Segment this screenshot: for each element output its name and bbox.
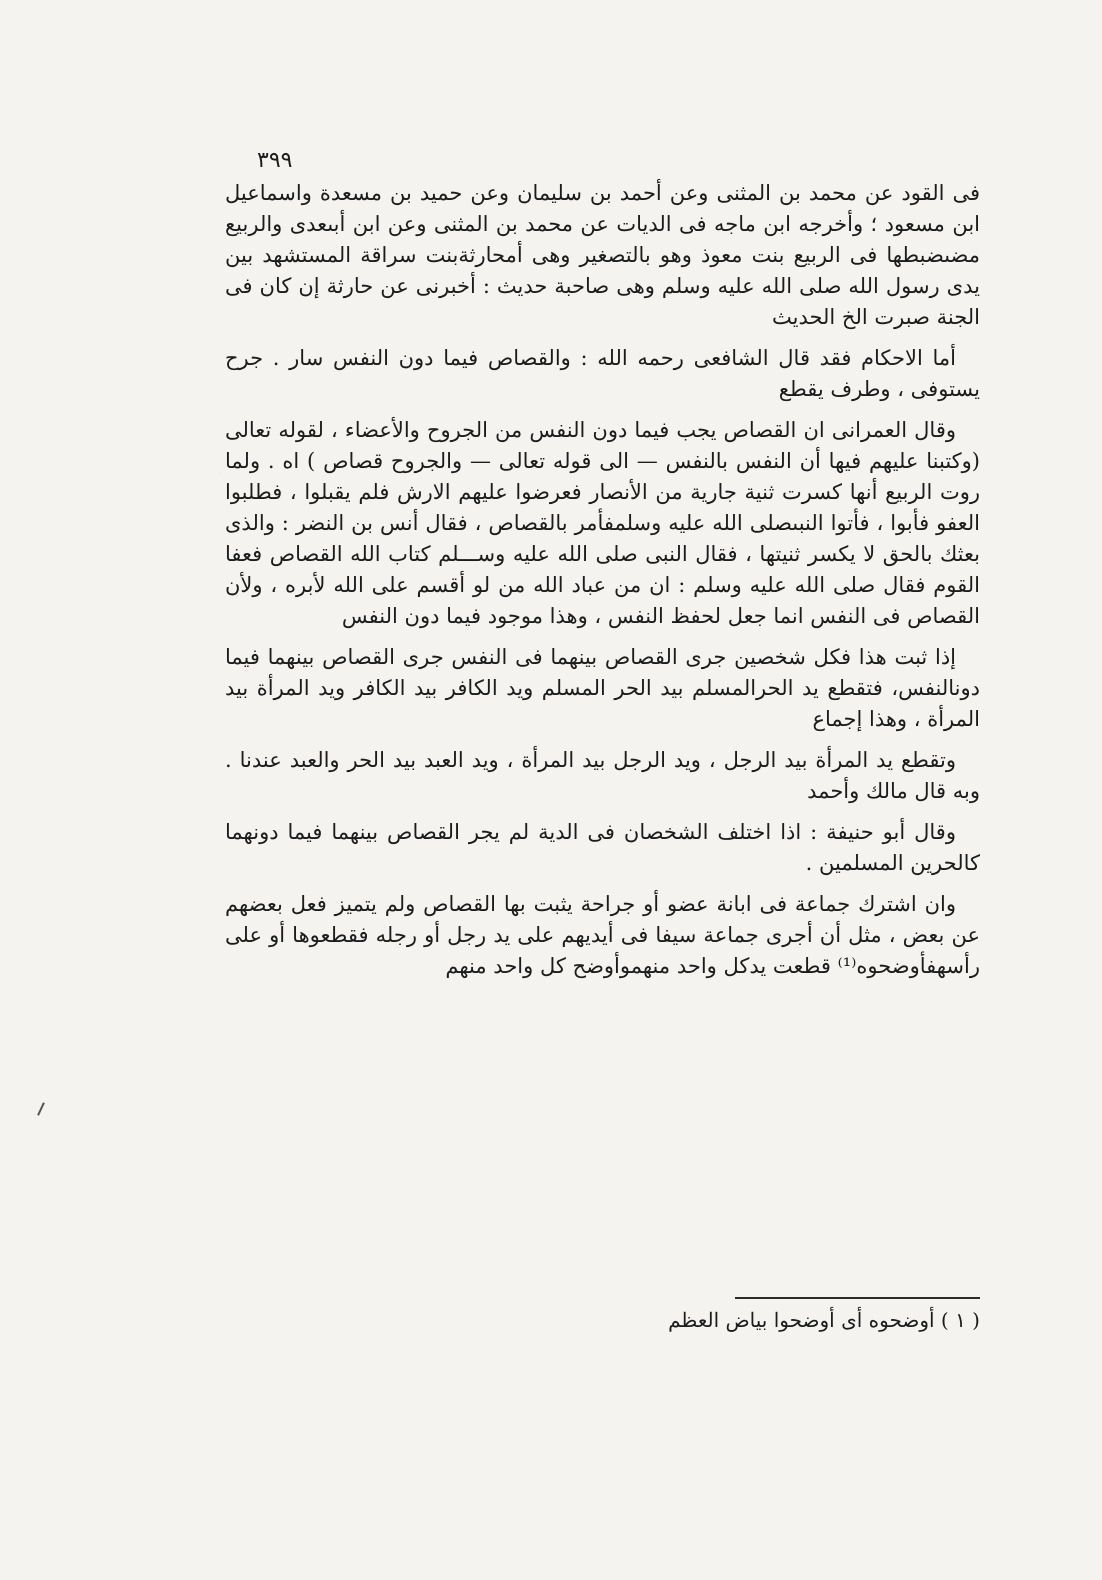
main-text	[225, 178, 980, 982]
paragraph-4: إذا ثبت هذا فكل شخصين جرى القصاص بينهما فى النفس جرى القصاص بينهما فيما دونالنفس، فتقطع يد الحرالمسلم بيد الحر المسلم ويد الكافر بيد الكافر ويد المرأة بيد المرأة ، وهذا إجماع	[225, 645, 980, 731]
scan-speck	[37, 1102, 45, 1116]
paragraph-7: وان اشترك جماعة فى ابانة عضو أو جراحة يثبت بها القصاص ولم يتميز فعل بعضهم عن بعض ، مثل أن أجرى جماعة سيفا فى أيديهم على يد رجل أو رجله فقطعوها أو على رأسهفأوضحوه⁽¹⁾ قطعت يدكل واحد منهموأوضح كل واحد منهم	[225, 892, 980, 978]
page-number: ٣٩٩	[257, 148, 293, 173]
paragraph-3: وقال العمرانى ان القصاص يجب فيما دون النفس من الجروح والأعضاء ، لقوله تعالى (وكتبنا عليهم فيها أن النفس بالنفس — الى قوله تعالى — والجروح قصاص ) اه . ولما روت الربيع أنها كسرت ثنية جارية من الأنصار فعرضوا عليهم الارش فلم يقبلوا ، فطلبوا العفو فأبوا ، فأتوا النبىصلى الله عليه وسلمفأمر بالقصاص ، فقال أنس بن النضر : والذى بعثك بالحق لا يكسر ثنيتها ، فقال النبى صلى الله عليه وســـلم كتاب الله القصاص فعفا القوم فقال صلى الله عليه وسلم : ان من عباد الله من لو أقسم على الله لأبره ، ولأن القصاص فى النفس انما جعل لحفظ النفس ، وهذا موجود فيما دون النفس	[225, 418, 980, 628]
footnote-separator	[735, 1297, 980, 1299]
paragraph-2: أما الاحكام فقد قال الشافعى رحمه الله : والقصاص فيما دون النفس سار . جرح يستوفى ، وطرف يقطع	[225, 346, 980, 401]
paragraph-5: وتقطع يد المرأة بيد الرجل ، ويد الرجل بيد المرأة ، ويد العبد بيد الحر والعبد عندنا . وبه قال مالك وأحمد	[225, 748, 980, 803]
paragraph-1: فى القود عن محمد بن المثنى وعن أحمد بن سليمان وعن حميد بن مسعدة واسماعيل ابن مسعود ؛ وأخرجه ابن ماجه فى الديات عن محمد بن المثنى وعن ابن أبىعدى والربيع مضىضبطها فى الربيع بنت معوذ وهو بالتصغير وهى أمحارثةبنت سراقة المستشهد بين يدى رسول الله صلى الله عليه وسلم وهى صاحبة حديث : أخبرنى عن حارثة إن كان فى الجنة صبرت الخ الحديث	[225, 181, 980, 329]
footnote: ( ١ ) أوضحوه أى أوضحوا بياض العظم	[668, 1308, 980, 1332]
paragraph-6: وقال أبو حنيفة : اذا اختلف الشخصان فى الدية لم يجر القصاص بينهما فيما دونهما كالحرين المسلمين .	[225, 820, 980, 875]
